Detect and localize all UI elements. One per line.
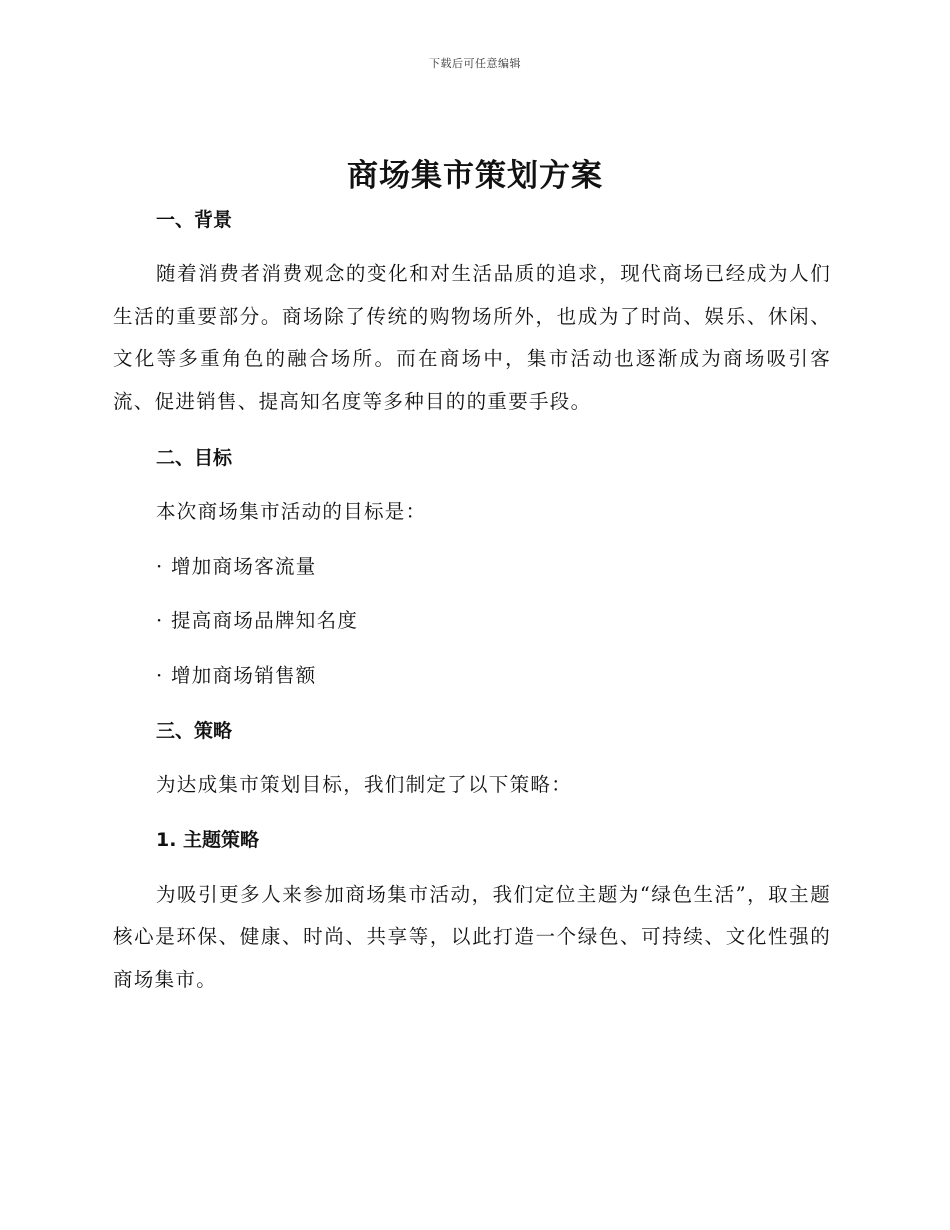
heading-goals: 二、目标 <box>156 447 233 469</box>
goals-intro: 本次商场集市活动的目标是： <box>156 500 427 523</box>
strategy-intro: 为达成集市策划目标，我们制定了以下策略： <box>156 773 573 796</box>
goal-item-sales: · 增加商场销售额 <box>156 663 317 687</box>
heading-strategy: 三、策略 <box>156 720 233 742</box>
document-title: 商场集市策划方案 <box>347 158 603 194</box>
paragraph-background: 随着消费者消费观念的变化和对生活品质的追求，现代商场已经成为人们生活的重要部分。商场除了传统的购物场所外，也成为了时尚、娱乐、休闲、文化等多重角色的融合场所。而在商场中，集市活动也逐渐成为商场吸引客流、促进销售、提高知名度等多种目的的重要手段。 <box>113 262 831 413</box>
header-note: 下载后可任意编辑 <box>429 57 521 70</box>
document-body <box>113 200 831 1001</box>
subheading-theme-strategy: 1. 主题策略 <box>156 828 260 851</box>
paragraph-theme-strategy: 为吸引更多人来参加商场集市活动，我们定位主题为“绿色生活”，取主题核心是环保、健康、时尚、共享等，以此打造一个绿色、可持续、文化性强的商场集市。 <box>113 882 831 991</box>
heading-background: 一、背景 <box>156 209 233 231</box>
goal-item-brand: · 提高商场品牌知名度 <box>156 609 359 632</box>
goal-item-traffic: · 增加商场客流量 <box>156 554 317 578</box>
